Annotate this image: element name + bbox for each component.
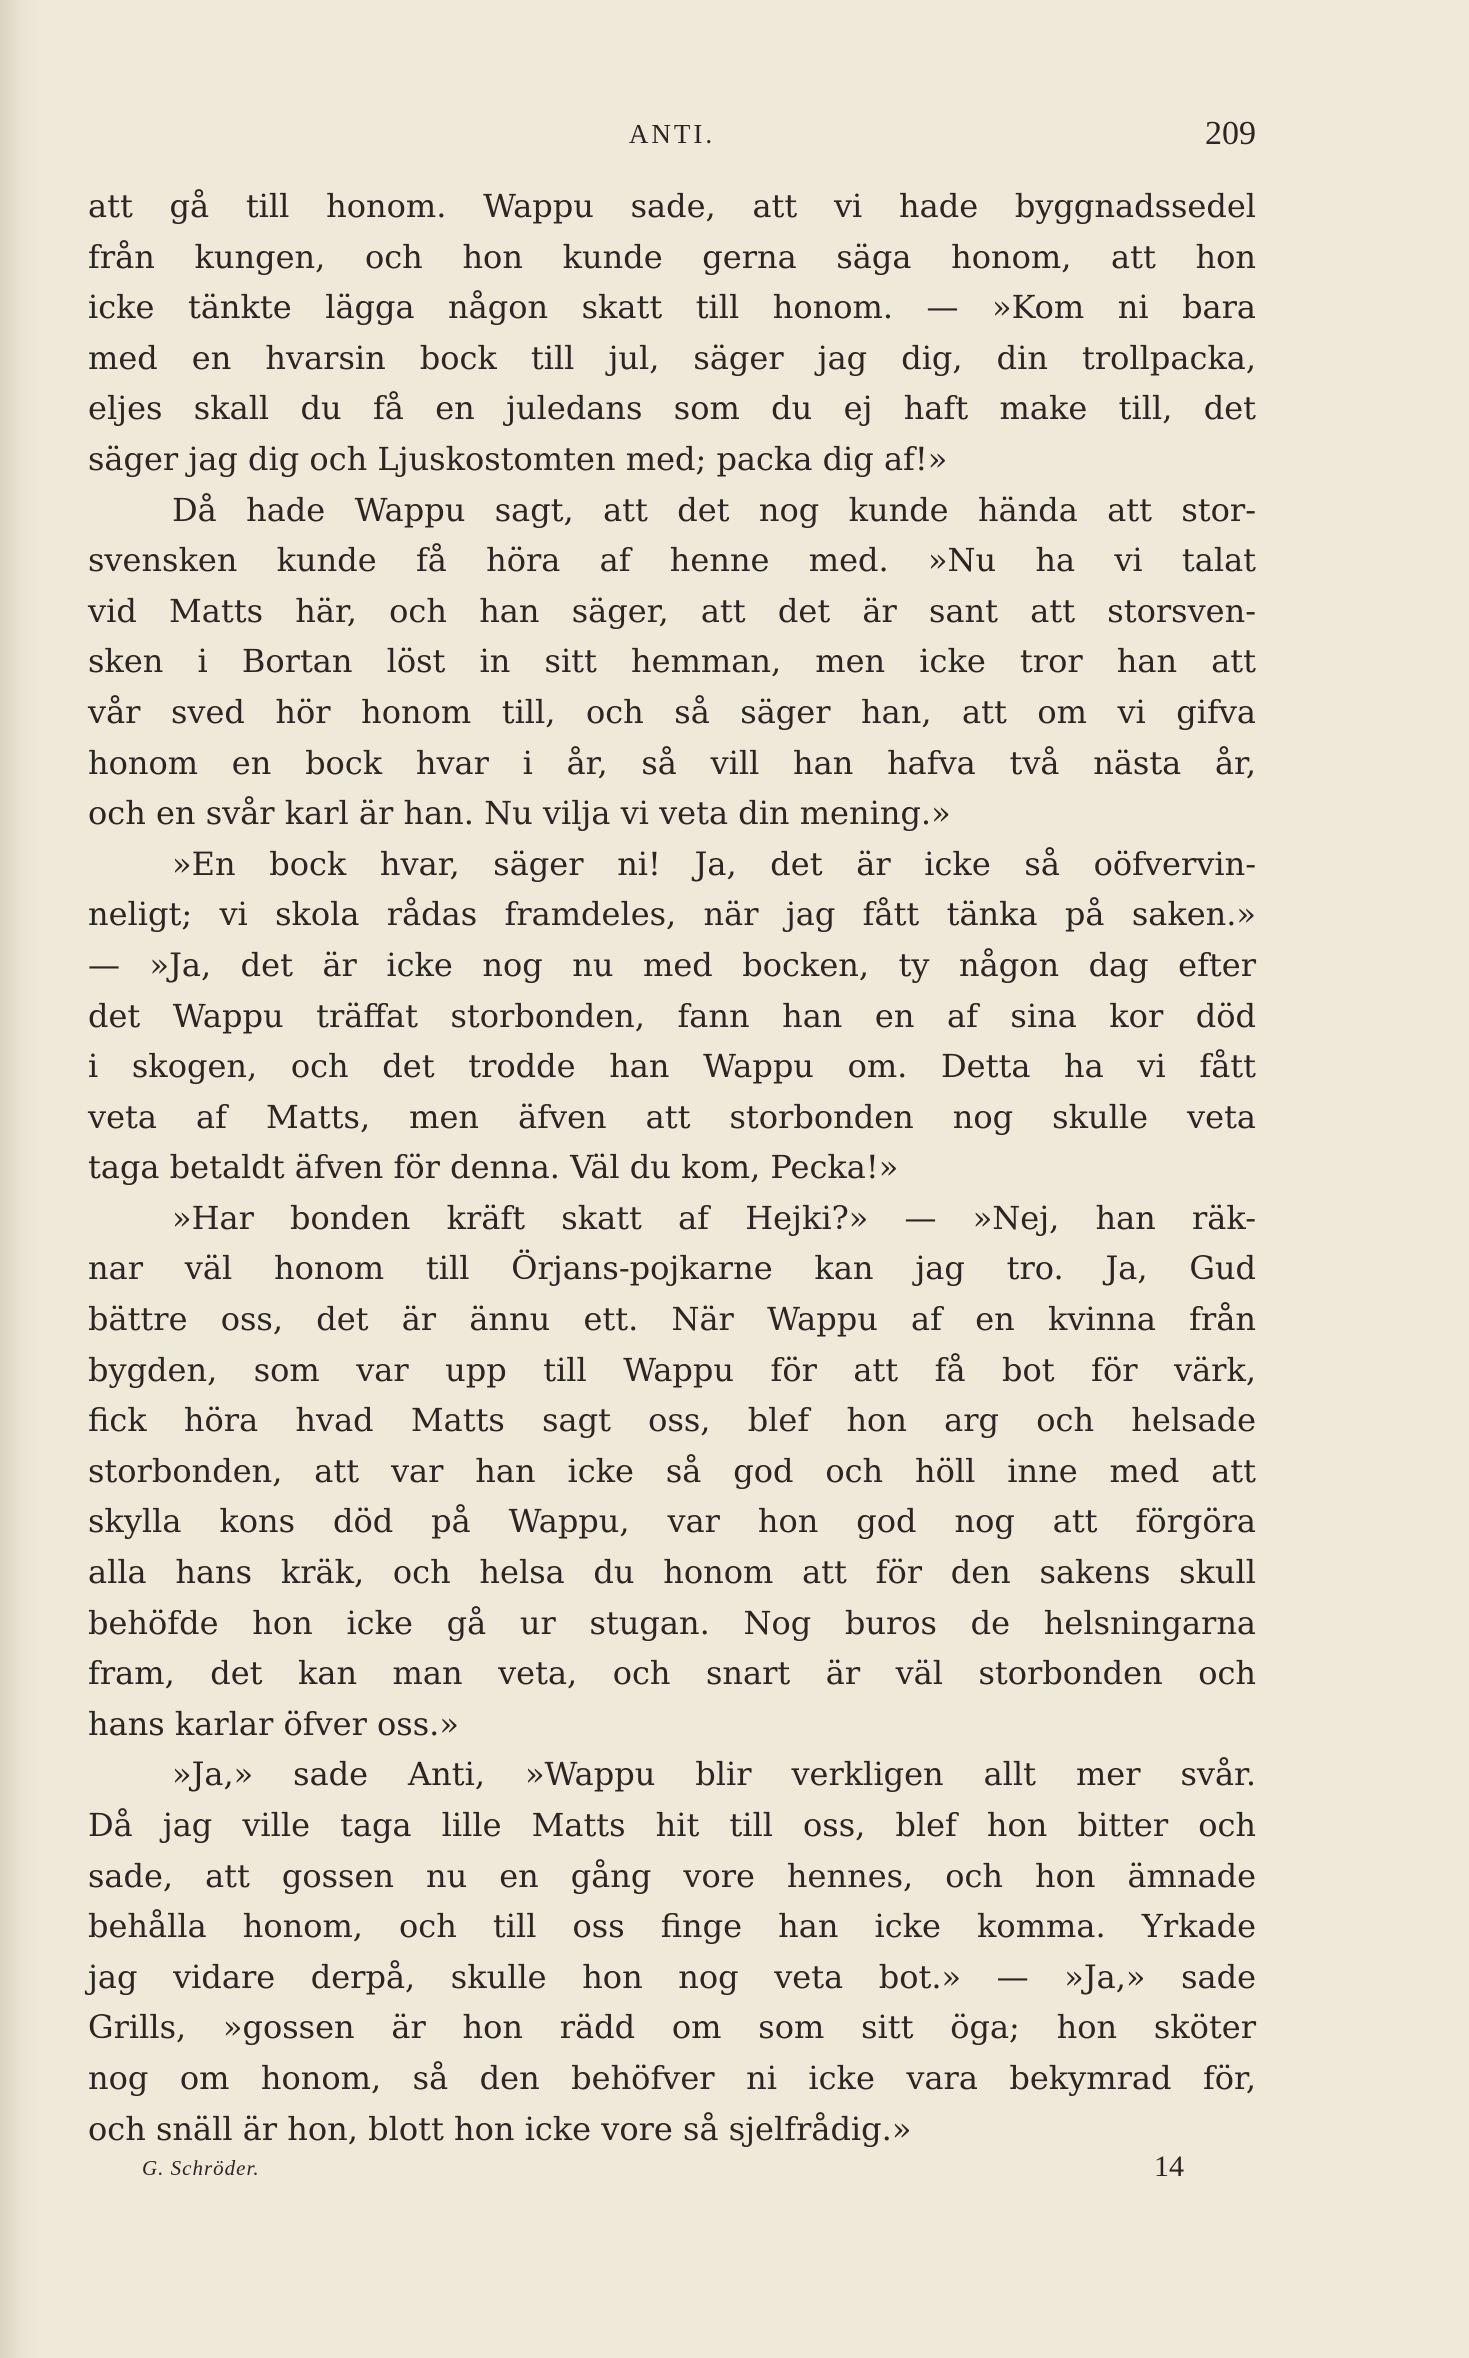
page-footer <box>88 2150 1184 2190</box>
text-line: vid Matts här, och han säger, att det är sant att storsven- <box>88 591 1256 630</box>
text-line: behöfde hon icke gå ur stugan. Nog buros de helsningarna <box>88 1603 1256 1642</box>
text-line: vår sved hör honom till, och så säger han, att om vi gifva <box>88 692 1256 731</box>
text-line: med en hvarsin bock till jul, säger jag dig, din trollpacka, <box>88 338 1256 377</box>
body-text <box>88 181 1256 2154</box>
text-line: och snäll är hon, blott hon icke vore så sjelfrådig.» <box>88 2109 912 2148</box>
page-header <box>88 112 1256 156</box>
text-line: det Wappu träffat storbonden, fann han en af sina kor död <box>88 996 1256 1035</box>
text-line: veta af Matts, men äfven att storbonden nog skulle veta <box>88 1097 1256 1136</box>
text-line: — »Ja, det är icke nog nu med bocken, ty någon dag efter <box>88 945 1256 984</box>
signature-number: 14 <box>1154 2150 1184 2183</box>
text-line: Grills, »gossen är hon rädd om som sitt öga; hon sköter <box>88 2008 1256 2047</box>
text-line: fram, det kan man veta, och snart är väl storbonden och <box>88 1654 1256 1693</box>
text-line: i skogen, och det trodde han Wappu om. Detta ha vi fått <box>88 1047 1256 1086</box>
text-line: säger jag dig och Ljuskostomten med; packa dig af!» <box>88 439 948 478</box>
text-line: svensken kunde få höra af henne med. »Nu ha vi talat <box>88 541 1256 580</box>
text-line: eljes skall du få en juledans som du ej haft make till, det <box>88 389 1256 428</box>
text-line: bygden, som var upp till Wappu för att få bot för värk, <box>88 1350 1256 1389</box>
text-line: honom en bock hvar i år, så vill han hafva två nästa år, <box>88 743 1256 782</box>
text-line: taga betaldt äfven för denna. Väl du kom, Pecka!» <box>88 1148 899 1187</box>
page-number: 209 <box>1205 115 1256 152</box>
text-line: bättre oss, det är ännu ett. När Wappu af en kvinna från <box>88 1300 1256 1339</box>
running-head: ANTI. <box>628 119 716 149</box>
text-line: sade, att gossen nu en gång vore hennes, och hon ämnade <box>88 1856 1256 1895</box>
text-line: nar väl honom till Örjans-pojkarne kan jag tro. Ja, Gud <box>88 1249 1256 1288</box>
text-line: behålla honom, och till oss finge han icke komma. Yrkade <box>88 1907 1256 1946</box>
text-line: från kungen, och hon kunde gerna säga honom, att hon <box>88 237 1256 276</box>
text-line: Då hade Wappu sagt, att det nog kunde hända att stor- <box>172 490 1256 529</box>
text-line: hans karlar öfver oss.» <box>88 1704 459 1743</box>
text-line: sken i Bortan löst in sitt hemman, men icke tror han att <box>88 642 1256 681</box>
text-line: icke tänkte lägga någon skatt till honom. — »Kom ni bara <box>88 288 1256 327</box>
text-line: neligt; vi skola rådas framdeles, när jag fått tänka på saken.» <box>88 895 1256 934</box>
text-line: skylla kons död på Wappu, var hon god nog att förgöra <box>88 1502 1256 1541</box>
text-line: storbonden, att var han icke så god och höll inne med att <box>88 1451 1256 1490</box>
text-line: fick höra hvad Matts sagt oss, blef hon arg och helsade <box>88 1401 1256 1440</box>
text-line: Då jag ville taga lille Matts hit till oss, blef hon bitter och <box>88 1806 1256 1844</box>
text-line: alla hans kräk, och helsa du honom att för den sakens skull <box>88 1553 1256 1592</box>
printer-signature: G. Schröder. <box>142 2156 260 2180</box>
text-line: jag vidare derpå, skulle hon nog veta bot.» — »Ja,» sade <box>88 1957 1256 1996</box>
text-line: och en svår karl är han. Nu vilja vi veta din mening.» <box>88 794 951 833</box>
text-line: »Har bonden kräft skatt af Hejki?» — »Nej, han räk- <box>172 1198 1256 1237</box>
text-line: nog om honom, så den behöfver ni icke vara bekymrad för, <box>88 2058 1256 2097</box>
text-line: att gå till honom. Wappu sade, att vi hade byggnadssedel <box>88 187 1256 225</box>
text-line: »Ja,» sade Anti, »Wappu blir verkligen allt mer svår. <box>172 1755 1256 1794</box>
text-line: »En bock hvar, säger ni! Ja, det är icke så oöfvervin- <box>172 844 1256 883</box>
